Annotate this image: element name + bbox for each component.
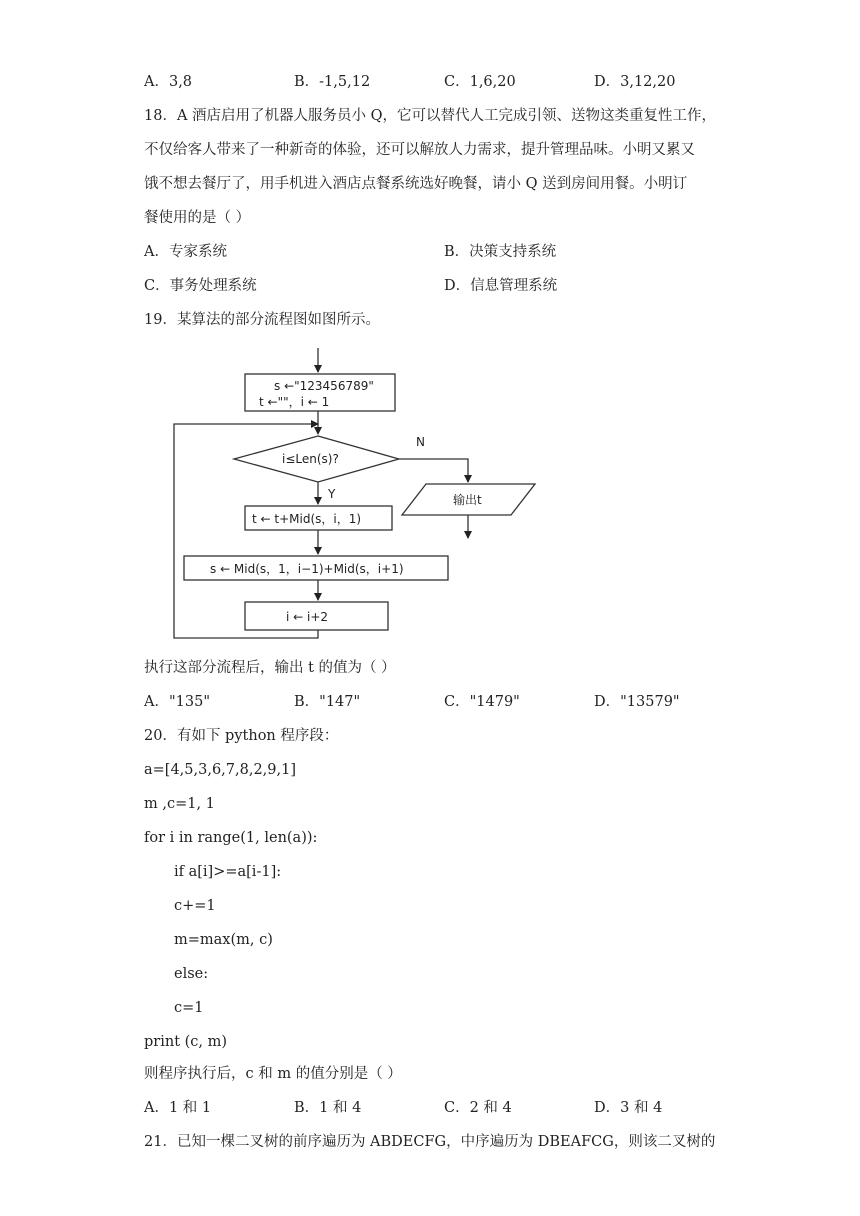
code-line: m ,c=1, 1: [144, 796, 215, 812]
output-text: 输出t: [453, 493, 482, 507]
q17-option-b: B．-1,5,12: [294, 74, 371, 90]
q20-stem: 20．有如下 python 程序段：: [144, 728, 339, 744]
q19-option-d: D．"13579": [594, 694, 680, 710]
code-line: a=[4,5,3,6,7,8,2,9,1]: [144, 762, 297, 778]
q19-stem: 19．某算法的部分流程图如图所示。: [144, 312, 380, 328]
step3-text: i ← i+2: [286, 610, 329, 624]
q18-option-d: D．信息管理系统: [444, 278, 558, 294]
step1-text: t ← t+Mid(s，i，1): [252, 512, 362, 526]
yes-label: Y: [328, 487, 336, 501]
q20-after: 则程序执行后，c 和 m 的值分别是（ ）: [144, 1066, 402, 1082]
init-t-text: t ←""，i ← 1: [259, 395, 330, 409]
code-line: else:: [174, 966, 209, 982]
init-s-text: s ←"123456789": [274, 379, 374, 393]
code-line: c+=1: [174, 898, 216, 914]
q18-line-2: 不仅给客人带来了一种新奇的体验，还可以解放人力需求，提升管理品味。小明又累又: [144, 142, 695, 158]
q20-option-b: B．1 和 4: [294, 1100, 362, 1116]
code-line: c=1: [174, 1000, 204, 1016]
q19-after: 执行这部分流程后，输出 t 的值为（ ）: [144, 660, 396, 676]
code-line: print (c, m): [144, 1034, 228, 1050]
q18-line-1: 18．A 酒店启用了机器人服务员小 Q，它可以替代人工完成引领、送物这类重复性工作，: [144, 108, 717, 124]
code-line: for i in range(1, len(a)):: [144, 830, 318, 846]
flowchart: [168, 342, 548, 642]
condition-text: i≤Len(s)?: [282, 452, 339, 466]
no-label: N: [416, 435, 425, 449]
q18-option-a: A．专家系统: [144, 244, 227, 260]
q17-option-d: D．3,12,20: [594, 74, 676, 90]
code-line: m=max(m, c): [174, 932, 273, 948]
step2-text: s ← Mid(s，1，i−1)+Mid(s，i+1): [210, 562, 404, 576]
q18-option-c: C．事务处理系统: [144, 278, 257, 294]
q19-option-c: C．"1479": [444, 694, 520, 710]
code-line: if a[i]>=a[i-1]:: [174, 864, 282, 880]
q17-option-a: A．3,8: [144, 74, 193, 90]
q20-option-c: C．2 和 4: [444, 1100, 512, 1116]
q18-line-4: 餐使用的是（ ）: [144, 210, 251, 226]
q20-option-a: A．1 和 1: [144, 1100, 212, 1116]
q18-line-3: 饿不想去餐厅了，用手机进入酒店点餐系统选好晚餐，请小 Q 送到房间用餐。小明订: [144, 176, 688, 192]
q17-option-c: C．1,6,20: [444, 74, 516, 90]
q19-option-b: B．"147": [294, 694, 361, 710]
no-branch-arrow: [399, 459, 468, 482]
q18-option-b: B．决策支持系统: [444, 244, 557, 260]
q19-option-a: A．"135": [144, 694, 210, 710]
q20-option-d: D．3 和 4: [594, 1100, 663, 1116]
q21-stem: 21．已知一棵二叉树的前序遍历为 ABDECFG，中序遍历为 DBEAFCG，则该二叉树的: [144, 1134, 716, 1150]
